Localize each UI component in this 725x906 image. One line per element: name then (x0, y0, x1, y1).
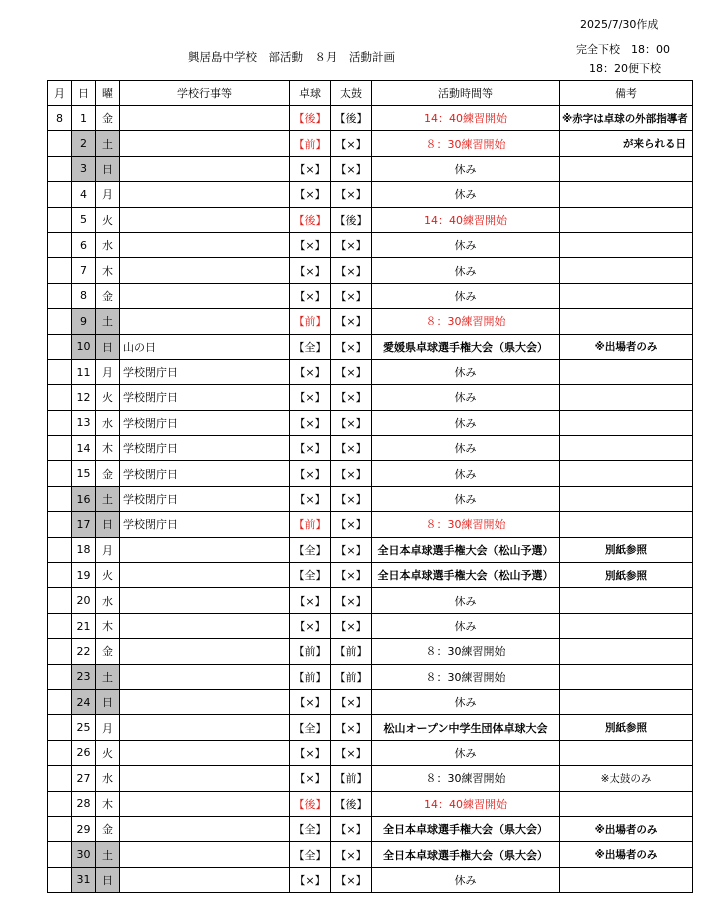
day-cell: 11 (72, 359, 96, 384)
month-cell (48, 334, 72, 359)
weekday-cell: 日 (96, 156, 120, 181)
header-activity: 活動時間等 (372, 81, 560, 106)
weekday-cell: 木 (96, 258, 120, 283)
activity-cell: 休み (372, 385, 560, 410)
table-row (48, 334, 693, 359)
taiko-cell: 【×】 (331, 563, 372, 588)
school-event-cell (120, 156, 290, 181)
notes-cell (560, 486, 693, 511)
table-row (48, 436, 693, 461)
month-cell (48, 182, 72, 207)
notes-cell (560, 359, 693, 384)
notes-cell (560, 156, 693, 181)
activity-cell: ８：30練習開始 (372, 766, 560, 791)
day-cell: 10 (72, 334, 96, 359)
school-event-cell (120, 715, 290, 740)
weekday-cell: 日 (96, 512, 120, 537)
notes-cell (560, 867, 693, 892)
school-event-cell (120, 867, 290, 892)
weekday-cell: 水 (96, 766, 120, 791)
day-cell: 16 (72, 486, 96, 511)
activity-cell: 休み (372, 232, 560, 257)
header-table-tennis: 卓球 (290, 81, 331, 106)
activity-cell: 休み (372, 740, 560, 765)
taiko-cell: 【×】 (331, 359, 372, 384)
table-tennis-cell: 【前】 (290, 664, 331, 689)
school-event-cell (120, 563, 290, 588)
taiko-cell: 【×】 (331, 385, 372, 410)
table-tennis-cell: 【×】 (290, 156, 331, 181)
taiko-cell: 【後】 (331, 106, 372, 131)
month-cell (48, 588, 72, 613)
school-event-cell (120, 588, 290, 613)
notes-cell (560, 207, 693, 232)
school-event-cell (120, 639, 290, 664)
table-tennis-cell: 【×】 (290, 461, 331, 486)
notes-cell (560, 791, 693, 816)
month-cell (48, 258, 72, 283)
table-tennis-cell: 【後】 (290, 106, 331, 131)
notes-cell: ※出場者のみ (560, 842, 693, 867)
notes-cell: ※太鼓のみ (560, 766, 693, 791)
table-row (48, 359, 693, 384)
school-event-cell: 学校閉庁日 (120, 461, 290, 486)
taiko-cell: 【×】 (331, 588, 372, 613)
day-cell: 2 (72, 131, 96, 156)
day-cell: 24 (72, 689, 96, 714)
school-event-cell: 学校閉庁日 (120, 436, 290, 461)
activity-cell: 愛媛県卓球選手権大会（県大会） (372, 334, 560, 359)
table-row (48, 156, 693, 181)
school-event-cell (120, 689, 290, 714)
dismissal-time: 完全下校 18：00 (576, 43, 670, 56)
activity-cell: 松山オープン中学生団体卓球大会 (372, 715, 560, 740)
taiko-cell: 【×】 (331, 842, 372, 867)
day-cell: 13 (72, 410, 96, 435)
table-row (48, 232, 693, 257)
table-row (48, 842, 693, 867)
day-cell: 21 (72, 613, 96, 638)
weekday-cell: 月 (96, 359, 120, 384)
activity-cell: ８：30練習開始 (372, 664, 560, 689)
table-row (48, 131, 693, 156)
taiko-cell: 【×】 (331, 131, 372, 156)
activity-cell: 全日本卓球選手権大会（県大会） (372, 842, 560, 867)
table-tennis-cell: 【前】 (290, 309, 331, 334)
table-tennis-cell: 【×】 (290, 613, 331, 638)
weekday-cell: 火 (96, 385, 120, 410)
activity-cell: 休み (372, 156, 560, 181)
activity-cell: 休み (372, 486, 560, 511)
table-tennis-cell: 【×】 (290, 232, 331, 257)
month-cell (48, 232, 72, 257)
notes-cell (560, 436, 693, 461)
table-tennis-cell: 【×】 (290, 359, 331, 384)
header-school-event: 学校行事等 (120, 81, 290, 106)
day-cell: 26 (72, 740, 96, 765)
day-cell: 19 (72, 563, 96, 588)
taiko-cell: 【×】 (331, 867, 372, 892)
weekday-cell: 水 (96, 232, 120, 257)
activity-cell: 全日本卓球選手権大会（県大会） (372, 816, 560, 841)
page-title: 興居島中学校 部活動 ８月 活動計画 (188, 50, 395, 64)
taiko-cell: 【後】 (331, 207, 372, 232)
table-row (48, 613, 693, 638)
table-row (48, 106, 693, 131)
school-event-cell (120, 283, 290, 308)
month-cell (48, 664, 72, 689)
weekday-cell: 水 (96, 410, 120, 435)
table-row (48, 563, 693, 588)
notes-cell: ※出場者のみ (560, 816, 693, 841)
school-event-cell (120, 258, 290, 283)
notes-cell (560, 740, 693, 765)
activity-cell: 休み (372, 436, 560, 461)
day-cell: 12 (72, 385, 96, 410)
taiko-cell: 【×】 (331, 512, 372, 537)
activity-cell: ８：30練習開始 (372, 309, 560, 334)
table-row (48, 182, 693, 207)
day-cell: 29 (72, 816, 96, 841)
notes-cell (560, 613, 693, 638)
month-cell (48, 156, 72, 181)
school-event-cell: 学校閉庁日 (120, 359, 290, 384)
header-notes: 備考 (560, 81, 693, 106)
taiko-cell: 【後】 (331, 791, 372, 816)
month-cell (48, 715, 72, 740)
activity-cell: 休み (372, 258, 560, 283)
day-cell: 4 (72, 182, 96, 207)
month-cell (48, 283, 72, 308)
school-event-cell (120, 207, 290, 232)
weekday-cell: 火 (96, 563, 120, 588)
weekday-cell: 土 (96, 664, 120, 689)
school-event-cell (120, 740, 290, 765)
header-weekday: 曜 (96, 81, 120, 106)
table-row (48, 639, 693, 664)
notes-cell (560, 689, 693, 714)
table-tennis-cell: 【×】 (290, 486, 331, 511)
taiko-cell: 【前】 (331, 639, 372, 664)
day-cell: 18 (72, 537, 96, 562)
day-cell: 30 (72, 842, 96, 867)
taiko-cell: 【×】 (331, 258, 372, 283)
activity-cell: ８：30練習開始 (372, 512, 560, 537)
weekday-cell: 金 (96, 639, 120, 664)
table-row (48, 512, 693, 537)
table-row (48, 867, 693, 892)
table-row (48, 486, 693, 511)
taiko-cell: 【×】 (331, 689, 372, 714)
table-row (48, 207, 693, 232)
activity-cell: ８：30練習開始 (372, 639, 560, 664)
table-tennis-cell: 【×】 (290, 689, 331, 714)
school-event-cell (120, 816, 290, 841)
notes-cell (560, 385, 693, 410)
taiko-cell: 【×】 (331, 537, 372, 562)
taiko-cell: 【×】 (331, 461, 372, 486)
table-tennis-cell: 【前】 (290, 512, 331, 537)
taiko-cell: 【×】 (331, 283, 372, 308)
table-tennis-cell: 【×】 (290, 766, 331, 791)
taiko-cell: 【×】 (331, 486, 372, 511)
table-tennis-cell: 【全】 (290, 334, 331, 359)
notes-cell: ※出場者のみ (560, 334, 693, 359)
table-tennis-cell: 【×】 (290, 867, 331, 892)
notes-cell: 別紙参照 (560, 563, 693, 588)
notes-cell (560, 664, 693, 689)
day-cell: 22 (72, 639, 96, 664)
month-cell: 8 (48, 106, 72, 131)
activity-cell: 休み (372, 359, 560, 384)
month-cell (48, 766, 72, 791)
notes-cell (560, 639, 693, 664)
boat-dismissal-time: 18：20便下校 (589, 62, 661, 75)
month-cell (48, 359, 72, 384)
activity-cell: 全日本卓球選手権大会（松山予選） (372, 563, 560, 588)
month-cell (48, 436, 72, 461)
day-cell: 1 (72, 106, 96, 131)
notes-cell (560, 588, 693, 613)
table-tennis-cell: 【×】 (290, 283, 331, 308)
weekday-cell: 火 (96, 740, 120, 765)
month-cell (48, 512, 72, 537)
day-cell: 5 (72, 207, 96, 232)
day-cell: 25 (72, 715, 96, 740)
notes-cell: 別紙参照 (560, 715, 693, 740)
month-cell (48, 385, 72, 410)
month-cell (48, 639, 72, 664)
taiko-cell: 【前】 (331, 664, 372, 689)
table-row (48, 689, 693, 714)
weekday-cell: 月 (96, 182, 120, 207)
table-row (48, 258, 693, 283)
table-row (48, 664, 693, 689)
table-row (48, 309, 693, 334)
activity-cell: 休み (372, 588, 560, 613)
activity-cell: 休み (372, 867, 560, 892)
taiko-cell: 【×】 (331, 740, 372, 765)
activity-cell: ８：30練習開始 (372, 131, 560, 156)
day-cell: 15 (72, 461, 96, 486)
activity-cell: 休み (372, 182, 560, 207)
month-cell (48, 207, 72, 232)
school-event-cell: 山の日 (120, 334, 290, 359)
school-event-cell: 学校閉庁日 (120, 385, 290, 410)
weekday-cell: 水 (96, 588, 120, 613)
day-cell: 23 (72, 664, 96, 689)
day-cell: 8 (72, 283, 96, 308)
day-cell: 31 (72, 867, 96, 892)
weekday-cell: 火 (96, 207, 120, 232)
activity-cell: 休み (372, 461, 560, 486)
day-cell: 20 (72, 588, 96, 613)
day-cell: 17 (72, 512, 96, 537)
table-tennis-cell: 【全】 (290, 715, 331, 740)
table-tennis-cell: 【全】 (290, 537, 331, 562)
month-cell (48, 309, 72, 334)
table-row (48, 588, 693, 613)
activity-cell: 休み (372, 613, 560, 638)
weekday-cell: 月 (96, 537, 120, 562)
school-event-cell (120, 232, 290, 257)
weekday-cell: 日 (96, 867, 120, 892)
created-date: 2025/7/30作成 (580, 18, 659, 31)
notes-cell: が来られる日 (560, 131, 693, 156)
notes-cell (560, 258, 693, 283)
day-cell: 9 (72, 309, 96, 334)
taiko-cell: 【×】 (331, 715, 372, 740)
weekday-cell: 土 (96, 486, 120, 511)
weekday-cell: 木 (96, 436, 120, 461)
month-cell (48, 563, 72, 588)
activity-cell: 休み (372, 689, 560, 714)
weekday-cell: 木 (96, 613, 120, 638)
taiko-cell: 【×】 (331, 613, 372, 638)
school-event-cell (120, 537, 290, 562)
table-tennis-cell: 【×】 (290, 385, 331, 410)
month-cell (48, 842, 72, 867)
day-cell: 7 (72, 258, 96, 283)
month-cell (48, 867, 72, 892)
month-cell (48, 486, 72, 511)
notes-cell: ※赤字は卓球の外部指導者 (560, 106, 693, 131)
table-tennis-cell: 【全】 (290, 842, 331, 867)
taiko-cell: 【×】 (331, 410, 372, 435)
taiko-cell: 【×】 (331, 436, 372, 461)
weekday-cell: 金 (96, 283, 120, 308)
table-header-row (48, 81, 693, 106)
activity-cell: 14：40練習開始 (372, 106, 560, 131)
month-cell (48, 131, 72, 156)
weekday-cell: 日 (96, 689, 120, 714)
school-event-cell (120, 664, 290, 689)
taiko-cell: 【×】 (331, 156, 372, 181)
school-event-cell (120, 842, 290, 867)
day-cell: 28 (72, 791, 96, 816)
activity-cell: 休み (372, 410, 560, 435)
month-cell (48, 613, 72, 638)
month-cell (48, 461, 72, 486)
school-event-cell (120, 182, 290, 207)
day-cell: 3 (72, 156, 96, 181)
month-cell (48, 537, 72, 562)
activity-cell: 休み (372, 283, 560, 308)
day-cell: 27 (72, 766, 96, 791)
weekday-cell: 木 (96, 791, 120, 816)
school-event-cell (120, 766, 290, 791)
header-taiko: 太鼓 (331, 81, 372, 106)
weekday-cell: 金 (96, 461, 120, 486)
school-event-cell: 学校閉庁日 (120, 512, 290, 537)
table-row (48, 385, 693, 410)
activity-cell: 14：40練習開始 (372, 207, 560, 232)
table-row (48, 715, 693, 740)
school-event-cell: 学校閉庁日 (120, 410, 290, 435)
header-day: 日 (72, 81, 96, 106)
header-month: 月 (48, 81, 72, 106)
table-tennis-cell: 【×】 (290, 258, 331, 283)
taiko-cell: 【×】 (331, 182, 372, 207)
notes-cell (560, 309, 693, 334)
notes-cell (560, 512, 693, 537)
table-row (48, 791, 693, 816)
taiko-cell: 【×】 (331, 309, 372, 334)
table-tennis-cell: 【全】 (290, 563, 331, 588)
notes-cell (560, 461, 693, 486)
school-event-cell (120, 613, 290, 638)
notes-cell: 別紙参照 (560, 537, 693, 562)
notes-cell (560, 182, 693, 207)
taiko-cell: 【×】 (331, 816, 372, 841)
school-event-cell: 学校閉庁日 (120, 486, 290, 511)
table-tennis-cell: 【後】 (290, 207, 331, 232)
table-tennis-cell: 【×】 (290, 740, 331, 765)
notes-cell (560, 232, 693, 257)
school-event-cell (120, 106, 290, 131)
table-tennis-cell: 【×】 (290, 436, 331, 461)
day-cell: 6 (72, 232, 96, 257)
table-tennis-cell: 【前】 (290, 131, 331, 156)
table-tennis-cell: 【全】 (290, 816, 331, 841)
day-cell: 14 (72, 436, 96, 461)
weekday-cell: 土 (96, 131, 120, 156)
activity-cell: 14：40練習開始 (372, 791, 560, 816)
month-cell (48, 740, 72, 765)
weekday-cell: 日 (96, 334, 120, 359)
table-row (48, 537, 693, 562)
table-tennis-cell: 【×】 (290, 182, 331, 207)
table-row (48, 816, 693, 841)
weekday-cell: 土 (96, 842, 120, 867)
month-cell (48, 689, 72, 714)
taiko-cell: 【×】 (331, 334, 372, 359)
notes-cell (560, 410, 693, 435)
table-tennis-cell: 【前】 (290, 639, 331, 664)
table-row (48, 283, 693, 308)
weekday-cell: 金 (96, 816, 120, 841)
activity-cell: 全日本卓球選手権大会（松山予選） (372, 537, 560, 562)
taiko-cell: 【前】 (331, 766, 372, 791)
school-event-cell (120, 309, 290, 334)
table-row (48, 766, 693, 791)
month-cell (48, 816, 72, 841)
table-row (48, 461, 693, 486)
table-tennis-cell: 【後】 (290, 791, 331, 816)
weekday-cell: 月 (96, 715, 120, 740)
table-row (48, 410, 693, 435)
taiko-cell: 【×】 (331, 232, 372, 257)
notes-cell (560, 283, 693, 308)
school-event-cell (120, 131, 290, 156)
weekday-cell: 土 (96, 309, 120, 334)
month-cell (48, 791, 72, 816)
table-tennis-cell: 【×】 (290, 588, 331, 613)
weekday-cell: 金 (96, 106, 120, 131)
activity-plan-table (47, 80, 693, 893)
table-row (48, 740, 693, 765)
month-cell (48, 410, 72, 435)
table-tennis-cell: 【×】 (290, 410, 331, 435)
school-event-cell (120, 791, 290, 816)
